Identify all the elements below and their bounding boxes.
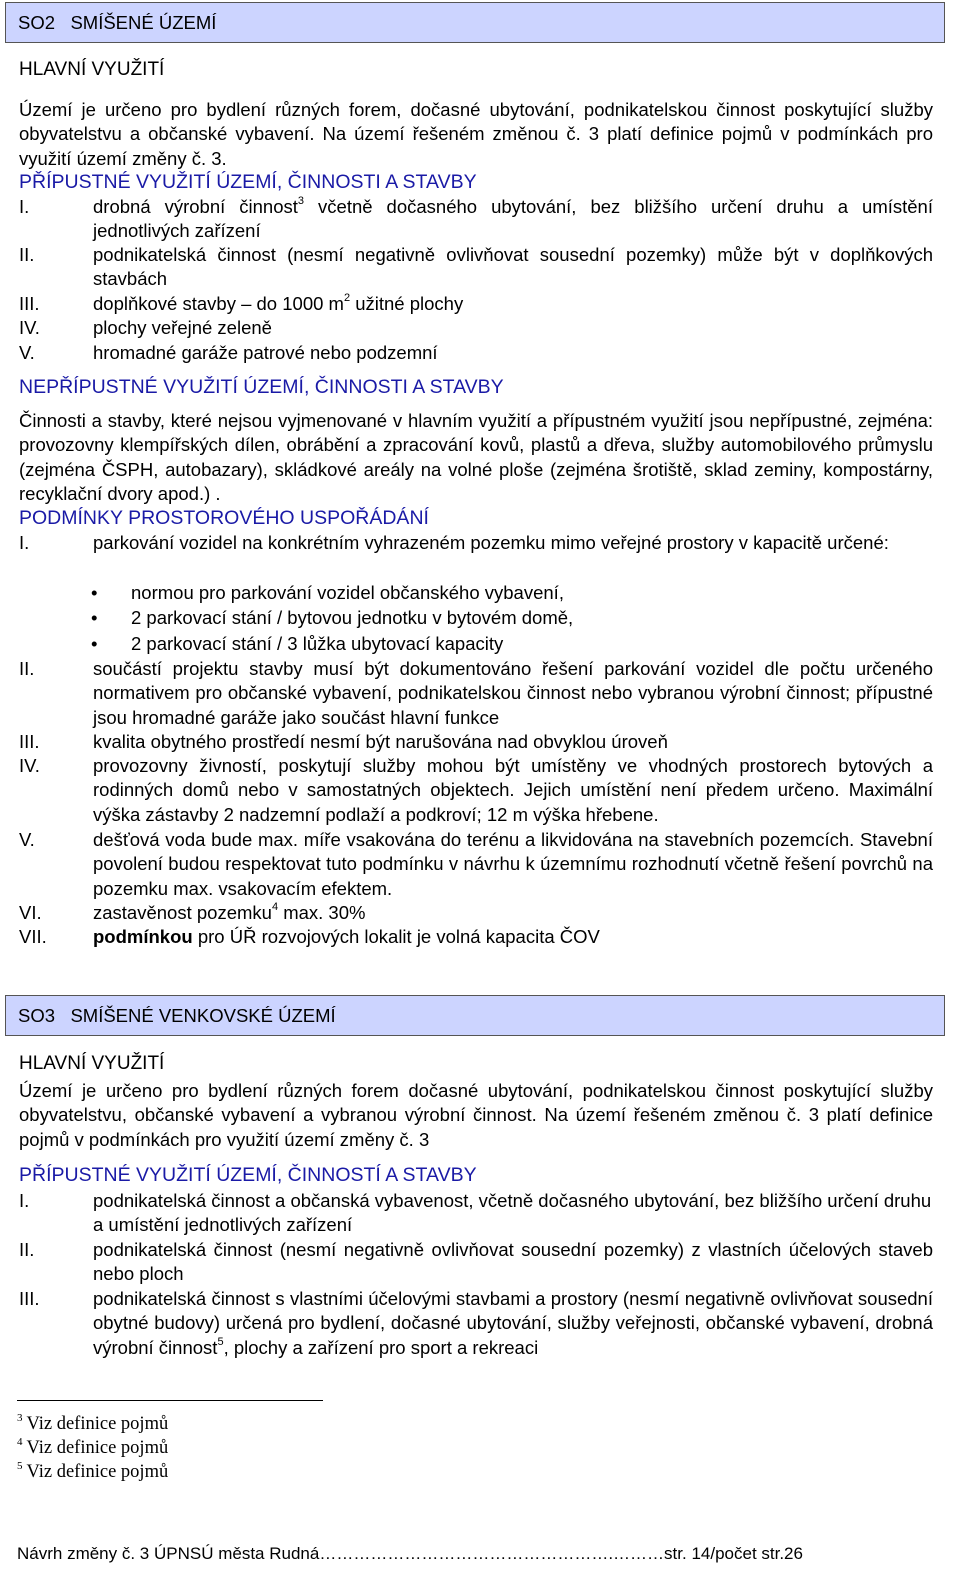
footnote-separator: [17, 1400, 323, 1401]
heading-podminky: PODMÍNKY PROSTOROVÉHO USPOŘÁDÁNÍ: [19, 507, 429, 529]
bullet-icon: •: [91, 582, 98, 603]
heading-hlavni-vyuziti: HLAVNÍ VYUŽITÍ: [19, 59, 165, 80]
heading-pripustne: PŘÍPUSTNÉ VYUŽITÍ ÚZEMÍ, ČINNOSTI A STAVBY: [19, 171, 477, 193]
heading-nepripustne: NEPŘÍPUSTNÉ VYUŽITÍ ÚZEMÍ, ČINNOSTI A STAVBY: [19, 376, 504, 398]
footnote: $^5$ Viz definice pojmů: [17, 1460, 169, 1482]
section-header-so3: [5, 995, 945, 1036]
section-title: SO3 SMÍŠENÉ VENKOVSKÉ ÚZEMÍ: [18, 1005, 336, 1026]
section-title: SO2 SMÍŠENÉ ÚZEMÍ: [18, 12, 217, 33]
document-page: SO2 SMÍŠENÉ ÚZEMÍ HLAVNÍ VYUŽITÍ Území je určeno pro bydlení různých forem, dočasné ubytování, podnikatelskou činnost poskytující služby obyvatelstvu a občanské vybavení. Na území řešeném změnou č. 3 platí definice pojmů v podmínkách pro využití území změny č. 3. PŘÍPUSTNÉ VYUŽITÍ ÚZEMÍ, ČINNOSTI A STAVBY I. drobná výrobní činnost$^3$ včetně dočasného ubytování, bez bližšího určení druhu a umístění jednotlivých zařízení II. podnikatelská činnost (nesmí negativně ovlivňovat sousední pozemky) může být v doplňkových stavbách III. doplňkové stavby – do 1000 $m^2$ užitné plochy IV. plochy veřejné zeleně V. hromadné garáže patrové nebo podzemní NEPŘÍPUSTNÉ VYUŽITÍ ÚZEMÍ, ČINNOSTI A STAVBY Činnosti a stavby, které nejsou vyjmenované v hlavním využití a přípustném využití jsou nepřípustné, zejména: provozovny klempířských dílen, obrábění a zpracování kovů, plastů a dřeva, služby automobilového průmyslu (zejména ČSPH, autobazary), skládkové areály na volné ploše (zejména šrotiště, sklad zeminy, kompostárny, recyklační dvory apod.) . PODMÍNKY PROSTOROVÉHO USPOŘÁDÁNÍ I. parkování vozidel na konkrétním vyhrazeném pozemku mimo veřejné prostory v kapacitě určené: • normou pro parkování vozidel občanského vybavení, • 2 parkovací stání / bytovou jednotku v bytovém domě, • 2 parkovací stání / 3 lůžka ubytovací kapacity II. součástí projektu stavby musí být dokumentováno řešení parkování vozidel dle počtu určeného normativem pro občanské vybavení, podnikatelskou činnost nebo vybranou výrobní činnost; přípustné jsou hromadné garáže jako součást hlavní funkce III. kvalita obytného prostředí nesmí být narušována nad obvyklou úroveň IV. provozovny živností, poskytují služby mohou být umístěny ve vhodných prostorech bytových a rodinných domů nebo v samostatných objektech. Jejich umístění není předem určeno. Maximální výška zástavby 2 nadzemní podlaží a podkroví; 12 m výška hřebene. V. dešťová voda bude max. míře vsakována do terénu a likvidována na stavebních pozemcích. Stavební povolení budou respektovat tuto podmínku v návrhu k územnímu rozhodnutí včetně řešení povrchů na pozemku max. vsakovacím efektem. VI. zastavěnost pozemku$^4$ max. 30% VII. podmínkou pro ÚŘ rozvojových lokalit je volná kapacita ČOV SO3 SMÍŠENÉ VENKOVSKÉ ÚZEMÍ HLAVNÍ VYUŽITÍ Území je určeno pro bydlení různých forem dočasné ubytování, podnikatelskou činnost poskytující služby obyvatelstvu, občanské vybavení a vybranou výrobní činnost. Na území řešeném změnou č. 3 platí definice pojmů v podmínkách pro využití území změny č. 3 PŘÍPUSTNÉ VYUŽITÍ ÚZEMÍ, ČINNOSTÍ A STAVBY I. podnikatelská činnost a občanská vybavenost, včetně dočasného ubytování, bez bližšího určení druhu a umístění jednotlivých zařízení II. podnikatelská činnost (nesmí negativně ovlivňovat sousední pozemky) z vlastních účelových staveb nebo ploch III. podnikatelská činnost s vlastními účelovými stavbami a prostory (nesmí negativně ovlivňovat sousední obytné budovy) určená pro bydlení, dočasné ubytování, služby veřejnosti, občanské vybavení, drobná výrobní činnost$^5$, plochy a zařízení pro sport a rekreaci $^3$ Viz definice pojmů $^4$ Viz definice pojmů $^5$ Viz definice pojmů Návrh změny č. 3 ÚPNSÚ města Rudná…………………………………………….………str. 14/počet str.26: [0, 0, 960, 1586]
paragraph-hlavni-vyuziti: Území je určeno pro bydlení různých forem dočasné ubytování, podnikatelskou činnost poskytující služby obyvatelstvu, občanské vybavení a vybranou výrobní činnost. Na území řešeném změnou č. 3 platí definice pojmů v podmínkách pro využití území změny č. 3: [19, 1080, 933, 1150]
heading-pripustne: PŘÍPUSTNÉ VYUŽITÍ ÚZEMÍ, ČINNOSTÍ A STAVBY: [19, 1164, 477, 1186]
section-header-so2: [5, 2, 945, 43]
footnote: $^3$ Viz definice pojmů: [17, 1412, 169, 1434]
paragraph-nepripustne: Činnosti a stavby, které nejsou vyjmenované v hlavním využití a přípustném využití jsou nepřípustné, zejména: provozovny klempířských dílen, obrábění a zpracování kovů, plastů a dřeva, služby automobilového průmyslu (zejména ČSPH, autobazary), skládkové areály na volné ploše (zejména šrotiště, sklad zeminy, kompostárny, recyklační dvory apod.) .: [19, 410, 933, 504]
paragraph-hlavni-vyuziti: Území je určeno pro bydlení různých forem, dočasné ubytování, podnikatelskou činnost poskytující služby obyvatelstvu a občanské vybavení. Na území řešeném změnou č. 3 platí definice pojmů v podmínkách pro využití území změny č. 3.: [19, 99, 933, 169]
bullet-icon: •: [91, 607, 98, 628]
footnote: $^4$ Viz definice pojmů: [17, 1436, 169, 1458]
bullet-icon: •: [91, 633, 98, 654]
heading-hlavni-vyuziti: HLAVNÍ VYUŽITÍ: [19, 1053, 165, 1074]
